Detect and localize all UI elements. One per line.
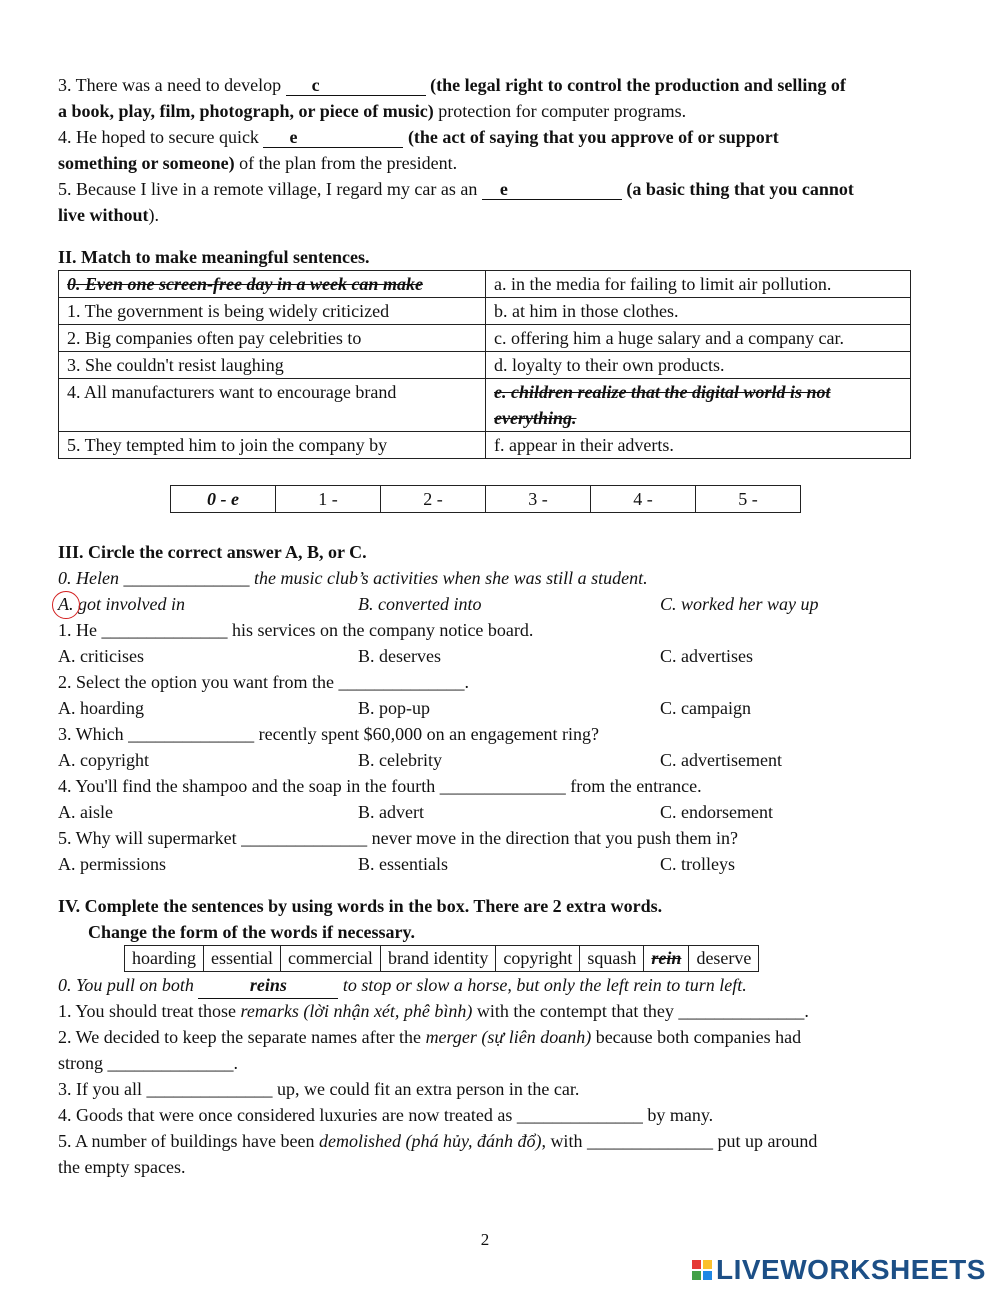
match-left-3: 3. She couldn't resist laughing: [59, 352, 486, 379]
match-left-4: 4. All manufacturers want to encourage brand: [59, 379, 486, 432]
word-copyright: copyright: [496, 946, 580, 972]
question-5: 5. Why will supermarket ______________ never move in the direction that you push them in?: [58, 828, 739, 848]
word-squash: squash: [580, 946, 644, 972]
word-hoarding: hoarding: [125, 946, 204, 972]
sentence-5: 5. A number of buildings have been demolished (phá hủy, đánh đổ), with ______________ put up around: [58, 1131, 818, 1151]
option-3-b[interactable]: B. celebrity: [358, 750, 442, 770]
options-1: [58, 643, 918, 669]
option-1-a[interactable]: A. criticises: [58, 646, 144, 666]
worksheet-page: [58, 72, 918, 1180]
match-right-b: b. at him in those clothes.: [486, 298, 911, 325]
word-commercial: commercial: [280, 946, 380, 972]
sentence-2-cont: strong ______________.: [58, 1053, 238, 1073]
question-1: 1. He ______________ his services on the company notice board.: [58, 620, 534, 640]
s1-item-4-line2: something or someone) of the plan from the president.: [58, 153, 458, 173]
logo-icon: [692, 1260, 712, 1280]
answer-key-1[interactable]: 1 -: [276, 486, 381, 513]
s1-item-3-line2: a book, play, film, photograph, or piece of music) protection for computer programs.: [58, 101, 687, 121]
table-row: [59, 432, 911, 459]
option-2-c[interactable]: C. campaign: [660, 698, 751, 718]
sentence-4: 4. Goods that were once considered luxuries are now treated as ______________ by many.: [58, 1105, 714, 1125]
answer-key-2[interactable]: 2 -: [381, 486, 486, 513]
option-5-a[interactable]: A. permissions: [58, 854, 166, 874]
word-box: [124, 945, 759, 972]
section4-subtitle: Change the form of the words if necessary.: [88, 922, 415, 942]
table-row: [59, 379, 911, 432]
answer-key-5[interactable]: 5 -: [696, 486, 801, 513]
question-3: 3. Which ______________ recently spent $60,000 on an engagement ring?: [58, 724, 600, 744]
section4-title: IV. Complete the sentences by using words in the box. There are 2 extra words.: [58, 896, 663, 916]
table-row: [59, 352, 911, 379]
match-left-2: 2. Big companies often pay celebrities to: [59, 325, 486, 352]
match-left-5: 5. They tempted him to join the company by: [59, 432, 486, 459]
section3-title: III. Circle the correct answer A, B, or C.: [58, 542, 367, 562]
s1-item-3-line1: 3. There was a need to develop c (the legal right to control the production and selling of: [58, 75, 846, 95]
word-deserve: deserve: [689, 946, 759, 972]
sentence-2: 2. We decided to keep the separate names after the merger (sự liên doanh) because both companies had: [58, 1027, 802, 1047]
option-5-b[interactable]: B. essentials: [358, 854, 448, 874]
s1-item-3-answer[interactable]: c: [286, 75, 426, 96]
option-3-a[interactable]: A. copyright: [58, 750, 149, 770]
answer-key-4[interactable]: 4 -: [591, 486, 696, 513]
options-4: [58, 799, 918, 825]
question-4: 4. You'll find the shampoo and the soap in the fourth ______________ from the entrance.: [58, 776, 702, 796]
options-2: [58, 695, 918, 721]
s1-item-5-line1: 5. Because I live in a remote village, I regard my car as an e (a basic thing that you cannot: [58, 179, 854, 199]
question-0: 0. Helen ______________ the music club’s activities when she was still a student.: [58, 568, 648, 588]
logo-square: [692, 1271, 701, 1280]
match-left-0: 0. Even one screen-free day in a week can make: [59, 271, 486, 298]
table-row: [59, 325, 911, 352]
s1-item-4-answer[interactable]: e: [263, 127, 403, 148]
options-0: [58, 591, 918, 617]
word-brand-identity: brand identity: [380, 946, 495, 972]
matching-table: [58, 270, 911, 459]
logo-square: [703, 1271, 712, 1280]
match-right-a: a. in the media for failing to limit air pollution.: [486, 271, 911, 298]
logo-square: [692, 1260, 701, 1269]
sentence-3: 3. If you all ______________ up, we could fit an extra person in the car.: [58, 1079, 580, 1099]
match-right-d: d. loyalty to their own products.: [486, 352, 911, 379]
options-5: [58, 851, 918, 877]
example-sentence: 0. You pull on both reins to stop or slow a horse, but only the left rein to turn left.: [58, 972, 918, 998]
option-0-c[interactable]: C. worked her way up: [660, 594, 819, 614]
option-4-a[interactable]: A. aisle: [58, 802, 113, 822]
section2-title: II. Match to make meaningful sentences.: [58, 247, 370, 267]
liveworksheets-logo[interactable]: [692, 1256, 986, 1284]
answer-key-3[interactable]: 3 -: [486, 486, 591, 513]
logo-square: [703, 1260, 712, 1269]
match-left-1: 1. The government is being widely criticized: [59, 298, 486, 325]
s1-item-5-answer[interactable]: e: [482, 179, 622, 200]
option-2-b[interactable]: B. pop-up: [358, 698, 430, 718]
example-answer: reins: [198, 972, 338, 999]
page-number: 2: [480, 1230, 490, 1249]
answer-key-0: 0 - e: [171, 486, 276, 513]
s1-item-4-line1: 4. He hoped to secure quick e (the act of saying that you approve of or support: [58, 127, 779, 147]
answer-key-table: [170, 485, 801, 513]
option-3-c[interactable]: C. advertisement: [660, 750, 782, 770]
options-3: [58, 747, 918, 773]
option-4-c[interactable]: C. endorsement: [660, 802, 773, 822]
s1-item-5-line2: live without).: [58, 205, 160, 225]
option-0-b[interactable]: B. converted into: [358, 594, 482, 614]
option-1-c[interactable]: C. advertises: [660, 646, 753, 666]
logo-text: LIVEWORKSHEETS: [716, 1254, 986, 1285]
table-row: [59, 271, 911, 298]
option-5-c[interactable]: C. trolleys: [660, 854, 735, 874]
sentence-1: 1. You should treat those remarks (lời nhận xét, phê bình) with the contempt that they ______________.: [58, 1001, 809, 1021]
option-4-b[interactable]: B. advert: [358, 802, 424, 822]
word-rein: rein: [644, 946, 689, 972]
match-right-c: c. offering him a huge salary and a company car.: [486, 325, 911, 352]
match-right-f: f. appear in their adverts.: [486, 432, 911, 459]
question-2: 2. Select the option you want from the ______________.: [58, 672, 469, 692]
match-right-e: e. children realize that the digital world is not everything.: [486, 379, 911, 432]
table-row: [59, 298, 911, 325]
word-essential: essential: [203, 946, 280, 972]
option-2-a[interactable]: A. hoarding: [58, 698, 144, 718]
sentence-5-cont: the empty spaces.: [58, 1157, 186, 1177]
option-0-a[interactable]: A. got involved in: [58, 594, 185, 614]
option-1-b[interactable]: B. deserves: [358, 646, 441, 666]
